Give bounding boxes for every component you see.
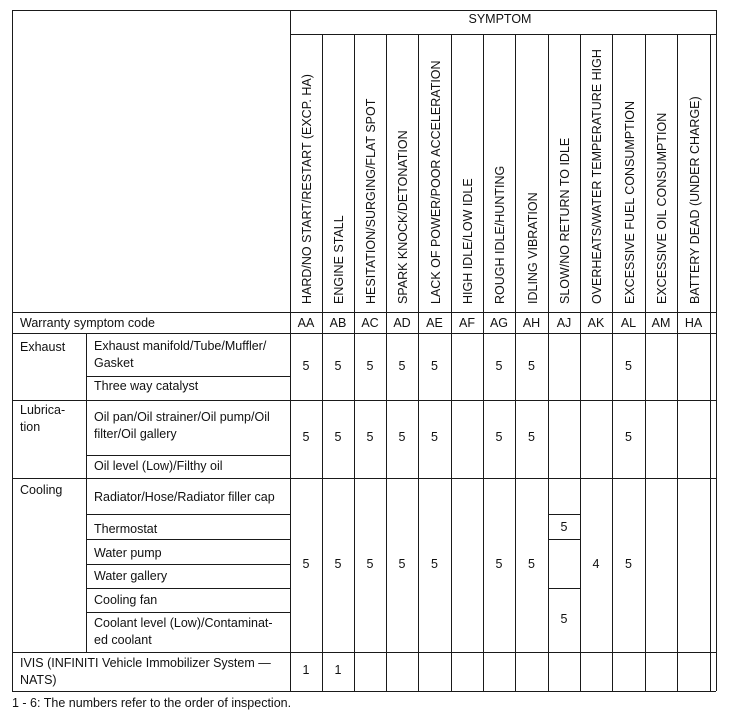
item-three-way-catalyst: Three way catalyst [94, 379, 199, 393]
symptom-column-ag [493, 40, 525, 304]
item-radiator: Radiator/Hose/Radiator filler cap [94, 490, 275, 504]
symptom-name: BATTERY DEAD (UNDER CHARGE) [687, 96, 702, 304]
item-oil-pan: Oil pan/Oil strainer/Oil pump/Oil filter/Oil gallery [94, 410, 270, 441]
symptom-name: SLOW/NO RETURN TO IDLE [558, 137, 572, 304]
group-separator [12, 400, 716, 401]
warranty-code-ad: AD [393, 316, 411, 330]
value-cell-ag: 5 [495, 359, 503, 373]
code-row-bottom-line [12, 333, 716, 334]
symptom-column-ad [396, 40, 428, 304]
symptom-name: OVERHEATS/WATER TEMPERATURE HIGH [590, 49, 604, 304]
warranty-code-ak: AK [587, 316, 605, 330]
value-cell-ad: 5 [398, 359, 406, 373]
value-cell-al: 5 [625, 557, 632, 571]
warranty-code-al: AL [620, 316, 637, 330]
group-separator [12, 652, 716, 653]
symptom-header: SYMPTOM [468, 12, 532, 26]
symptom-column-al [623, 40, 655, 304]
group-lubrication-label: Lubrica- tion [20, 403, 66, 434]
value-cell-ab: 1 [334, 663, 342, 677]
item-water-pump: Water pump [94, 546, 162, 560]
group-cooling-label: Cooling [20, 483, 63, 497]
symptom-name: ROUGH IDLE/HUNTING [493, 165, 507, 304]
grid-line-h [86, 455, 290, 456]
value-cell-ah: 5 [528, 359, 535, 373]
value-cell-aj-thermostat: 5 [560, 520, 568, 534]
value-cell-ac: 5 [366, 430, 374, 444]
symptom-column-ak [590, 40, 622, 304]
symptom-column-ha [688, 40, 720, 304]
value-cell-ad: 5 [398, 430, 406, 444]
grid-line-h [548, 588, 580, 589]
grid-line-h [548, 514, 580, 515]
value-cell-aj-coolant: 5 [560, 612, 568, 626]
value-cell-al: 5 [625, 359, 632, 373]
symptom-name: ENGINE STALL [332, 215, 346, 304]
symptom-column-af [461, 40, 493, 304]
value-cell-aa: 1 [302, 663, 310, 677]
item-thermostat: Thermostat [94, 522, 158, 536]
value-cell-ab: 5 [334, 557, 342, 571]
value-cell-aa: 5 [302, 557, 310, 571]
symptom-name: HESITATION/SURGING/FLAT SPOT [364, 98, 378, 304]
value-cell-al: 5 [625, 430, 632, 444]
group-ivis-label: IVIS (INFINITI Vehicle Immobilizer System — NATS) [20, 656, 271, 687]
item-coolant-level: Coolant level (Low)/Contaminat- ed coolant [94, 616, 273, 647]
value-cell-ah: 5 [528, 430, 535, 444]
warranty-symptom-code-label: Warranty symptom code [20, 316, 155, 330]
grid-line-h [86, 514, 290, 515]
symptom-column-am [655, 40, 687, 304]
symptom-name: EXCESSIVE FUEL CONSUMPTION [622, 100, 637, 304]
grid-line-h [86, 376, 290, 377]
value-cell-ak: 4 [592, 557, 600, 571]
item-cooling-fan: Cooling fan [94, 593, 158, 607]
warranty-code-ag: AG [489, 316, 509, 330]
symptom-name: SPARK KNOCK/DETONATION [396, 130, 410, 304]
item-oil-level: Oil level (Low)/Filthy oil [94, 459, 223, 473]
symptom-name: LACK OF POWER/POOR ACCELERATION [428, 60, 443, 304]
value-cell-ag: 5 [495, 430, 503, 444]
warranty-code-af: AF [459, 316, 475, 330]
warranty-code-ha: HA [684, 316, 703, 330]
warranty-code-aj: AJ [556, 316, 572, 330]
symptom-name: HIGH IDLE/LOW IDLE [461, 178, 475, 304]
grid-line-h [86, 588, 290, 589]
value-cell-aa: 5 [302, 359, 310, 373]
value-cell-aa: 5 [302, 430, 310, 444]
value-cell-ab: 5 [334, 359, 342, 373]
value-cell-ag: 5 [495, 557, 503, 571]
symptom-column-ae [429, 40, 461, 304]
warranty-code-ah: AH [522, 316, 541, 330]
symptom-column-aa [300, 40, 332, 304]
symptom-name: HARD/NO START/RESTART (EXCP. HA) [300, 74, 314, 304]
warranty-code-am: AM [651, 316, 671, 330]
value-cell-ae: 5 [431, 359, 438, 373]
warranty-code-ac: AC [361, 316, 379, 330]
value-cell-ae: 5 [431, 430, 438, 444]
group-exhaust-label: Exhaust [20, 340, 66, 354]
table-top-border [12, 10, 716, 11]
item-column-border [86, 333, 87, 652]
value-cell-ad: 5 [398, 557, 406, 571]
value-cell-ac: 5 [366, 557, 374, 571]
warranty-code-ae: AE [426, 316, 443, 330]
value-cell-ab: 5 [334, 430, 342, 444]
item-exhaust-manifold: Exhaust manifold/Tube/Muffler/ Gasket [94, 339, 267, 370]
symptom-column-aj [558, 40, 590, 304]
grid-line-h [86, 564, 290, 565]
table-left-border [12, 10, 13, 691]
symptom-name: IDLING VIBRATION [525, 192, 540, 304]
value-cell-ae: 5 [431, 557, 438, 571]
grid-line-v [290, 10, 291, 691]
footnote: 1 - 6: The numbers refer to the order of inspection. [12, 696, 292, 710]
grid-line-h [86, 612, 290, 613]
item-water-gallery: Water gallery [94, 569, 168, 583]
value-cell-ac: 5 [366, 359, 374, 373]
symptom-column-ah [526, 40, 558, 304]
warranty-code-aa: AA [297, 316, 315, 330]
grid-line-h [548, 539, 580, 540]
group-separator [12, 478, 716, 479]
grid-line-h [86, 539, 290, 540]
symptom-column-ab [332, 40, 364, 304]
value-cell-ah: 5 [528, 557, 535, 571]
header-bottom-line [12, 312, 716, 313]
symptom-column-ac [364, 40, 396, 304]
symptom-name: EXCESSIVE OIL CONSUMPTION [655, 112, 669, 304]
table-bottom-border [12, 691, 716, 692]
warranty-code-ab: AB [329, 316, 347, 330]
